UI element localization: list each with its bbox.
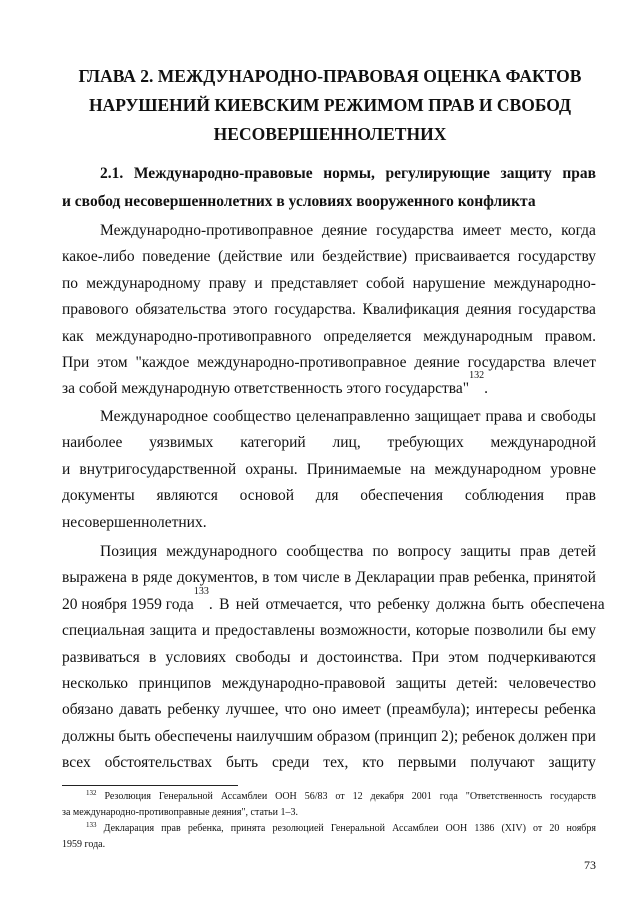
- word: и: [254, 274, 263, 292]
- word: детей: [559, 543, 596, 560]
- word: (преамбула);: [386, 701, 470, 719]
- text-line: [62, 350, 596, 376]
- word: правом.: [544, 327, 596, 345]
- word: Международное: [100, 408, 209, 425]
- word: сообщество: [213, 408, 292, 425]
- word: Международно-противоправное: [100, 222, 314, 239]
- chapter-title-line: НАРУШЕНИЙ КИЕВСКИМ РЕЖИМОМ ПРАВ И СВОБОД: [88, 95, 572, 115]
- word: человечество: [508, 675, 596, 693]
- word: ребенку: [167, 701, 220, 719]
- word: целенаправленно: [296, 408, 410, 425]
- text-line-content: . В ней отмечается, что ребенку должна быть обеспечена: [208, 595, 605, 613]
- word: на: [410, 460, 426, 478]
- word: Декларации: [355, 569, 435, 587]
- paragraph-1: [62, 218, 596, 403]
- word: бездействие): [322, 248, 408, 266]
- footnotes: [62, 789, 596, 853]
- word: охраны.: [245, 460, 298, 478]
- word: международного: [166, 543, 278, 560]
- footnote-number: 132: [86, 789, 97, 797]
- text-line-content: 20 ноября 1959 года: [62, 595, 194, 613]
- text-line: [62, 457, 596, 483]
- word: поведение: [142, 248, 211, 266]
- word: документов,: [176, 569, 258, 587]
- word: принятой: [533, 569, 596, 587]
- word: прав: [519, 543, 551, 560]
- word: защиту: [548, 754, 596, 772]
- text-line: [62, 244, 596, 270]
- word: развиваться: [62, 648, 140, 666]
- page-number: 73: [584, 858, 596, 872]
- word: какое-либо: [62, 248, 135, 266]
- word: требующих: [387, 434, 464, 452]
- word: подчеркиваются: [487, 648, 596, 666]
- word: правового: [62, 301, 129, 319]
- word: или: [290, 248, 315, 266]
- footnote-text: [86, 789, 596, 805]
- word: (действие: [218, 248, 283, 266]
- word: деяние: [414, 354, 460, 372]
- text-line-content: несовершеннолетних.: [62, 513, 207, 531]
- word: для: [315, 487, 339, 505]
- word: в: [148, 648, 157, 666]
- word: деяния: [465, 301, 512, 319]
- chapter-title-line: НЕСОВЕРШЕННОЛЕТНИХ: [213, 124, 447, 144]
- word: международно-противоправное: [197, 354, 407, 372]
- word: вопросу: [397, 543, 452, 560]
- footnote-separator: [62, 785, 238, 786]
- footnote-line: за международно-противоправные деяния", статьи 1–3.: [62, 807, 298, 818]
- word: международно-противоправного: [95, 327, 312, 345]
- word: международным: [423, 327, 533, 345]
- text-line: [62, 697, 596, 723]
- word: государства.: [274, 301, 356, 319]
- word: свободы: [235, 648, 291, 666]
- word: влечет: [553, 354, 596, 372]
- word: "каждое: [135, 354, 190, 372]
- word: деяние: [321, 222, 368, 239]
- word: государству: [517, 248, 596, 266]
- word: тех,: [323, 754, 349, 772]
- word: получают: [470, 754, 535, 772]
- word: собой: [365, 274, 405, 292]
- word: международно-: [493, 274, 596, 292]
- word: в: [131, 569, 139, 587]
- text-line: [62, 370, 596, 402]
- text-line: [62, 539, 596, 565]
- word: документы: [62, 487, 135, 505]
- word: когда: [561, 222, 596, 239]
- period: .: [484, 380, 488, 398]
- word: возможности,: [319, 622, 411, 640]
- word: наилучшим: [236, 727, 314, 745]
- word: как: [62, 327, 84, 345]
- word: несколько: [62, 675, 129, 693]
- word: этом: [97, 354, 128, 372]
- word: место,: [510, 222, 553, 239]
- word: права: [485, 408, 523, 425]
- text-line: [62, 645, 596, 671]
- word: том: [273, 569, 298, 587]
- text-line: [62, 271, 596, 297]
- section-title: [62, 160, 596, 216]
- word: этого: [232, 301, 268, 319]
- word: числе: [301, 569, 340, 587]
- footnote-133: [62, 821, 596, 837]
- word: лиц,: [332, 434, 361, 452]
- word: выражена: [62, 569, 127, 587]
- word: международной: [490, 434, 596, 452]
- text-line: [62, 297, 596, 323]
- word: международном: [434, 460, 542, 478]
- word: Квалификация: [362, 301, 460, 319]
- word: при: [571, 727, 596, 745]
- word: обязательства: [135, 301, 227, 319]
- chapter-title: [70, 62, 590, 149]
- word: защита: [149, 622, 197, 640]
- word: интересы: [475, 701, 539, 719]
- word: защищает: [414, 408, 481, 425]
- word: бы: [548, 622, 567, 640]
- word: и: [527, 408, 536, 425]
- text-line-content: за собой международную ответственность этого государства": [62, 380, 470, 398]
- word: ряде: [142, 569, 173, 587]
- footnote-ref-132[interactable]: 132: [469, 370, 485, 382]
- footnote-line: Декларация прав ребенка, принята резолюцией Генеральной Ассамблеи ООН 1386 (XIV) от 20 ноября: [103, 823, 596, 834]
- paragraph-2: [62, 404, 596, 536]
- text-line: [62, 671, 596, 697]
- word: Позиция: [100, 543, 158, 560]
- text-line: [62, 324, 596, 350]
- word: которые: [415, 622, 470, 640]
- word: основой: [239, 487, 294, 505]
- text-line: [62, 430, 596, 456]
- word: должен: [518, 727, 568, 745]
- word: государства: [376, 222, 454, 239]
- word: предоставлены: [214, 622, 315, 640]
- footnote-number: 133: [86, 821, 97, 829]
- word: категорий: [240, 434, 306, 452]
- word: свободы: [540, 408, 596, 425]
- word: оно: [312, 701, 337, 719]
- footnote-line: 1959 года.: [62, 839, 106, 850]
- word: уровне: [550, 460, 596, 478]
- word: При: [411, 648, 440, 666]
- text-line: [62, 750, 596, 776]
- word: в: [262, 569, 270, 587]
- word: обеспечения: [360, 487, 444, 505]
- footnote-text: [86, 821, 596, 837]
- word: представляет: [270, 274, 358, 292]
- word: присваивается: [414, 248, 511, 266]
- section-title-line: 2.1. Международно-правовые нормы, регулирующие защиту прав: [100, 165, 596, 182]
- word: ребенка: [544, 701, 596, 719]
- word: достоинства.: [317, 648, 403, 666]
- word: государства: [518, 301, 596, 319]
- word: кто: [362, 754, 384, 772]
- text-line: [62, 218, 596, 244]
- word: принципов: [138, 675, 212, 693]
- text-line: [62, 404, 596, 430]
- word: в: [343, 569, 352, 587]
- word: давать: [119, 701, 162, 719]
- word: 2);: [440, 727, 459, 745]
- word: прав: [565, 487, 596, 505]
- word: детей:: [456, 675, 498, 693]
- word: быть: [118, 727, 151, 745]
- word: Принимаемые: [306, 460, 402, 478]
- word: имеет: [462, 222, 502, 239]
- word: этом: [448, 648, 479, 666]
- word: что: [284, 701, 307, 719]
- text-line: [62, 483, 596, 509]
- word: определяется: [323, 327, 412, 345]
- word: специальная: [62, 622, 145, 640]
- footnote-line: Резолюция Генеральной Ассамблеи ООН 56/83 от 12 декабря 2001 года "Ответственность государств: [104, 791, 597, 802]
- word: по: [62, 274, 79, 292]
- word: наиболее: [62, 434, 123, 452]
- paragraph-3: [62, 539, 605, 777]
- word: государства: [467, 354, 546, 372]
- word: являются: [156, 487, 218, 505]
- chapter-title-line: ГЛАВА 2. МЕЖДУНАРОДНО-ПРАВОВАЯ ОЦЕНКА ФАКТОВ: [78, 66, 582, 86]
- section-title-line: и свобод несовершеннолетних в условиях вооруженного конфликта: [62, 193, 536, 210]
- text-line: [62, 585, 605, 618]
- word: защиты: [395, 675, 447, 693]
- word: и: [62, 460, 71, 478]
- footnote-133-cont: [62, 837, 596, 853]
- footnote-ref-133[interactable]: 133: [193, 585, 209, 597]
- word: среди: [271, 754, 310, 772]
- word: обеспечены: [154, 727, 233, 745]
- word: соблюдения: [464, 487, 544, 505]
- text-line: [62, 618, 596, 644]
- word: лучшее,: [225, 701, 279, 719]
- word: прав: [439, 569, 470, 587]
- word: ребенка,: [473, 569, 530, 587]
- word: ему: [571, 622, 596, 640]
- footnote-132-cont: [62, 805, 596, 821]
- word: ребенок: [462, 727, 515, 745]
- word: нарушение: [412, 274, 486, 292]
- text-line: [62, 510, 596, 536]
- word: и: [201, 622, 211, 640]
- word: образом: [316, 727, 371, 745]
- word: должны: [62, 727, 115, 745]
- footnote-132: [62, 789, 596, 805]
- word: быть: [225, 754, 259, 772]
- word: При: [62, 354, 90, 372]
- word: условиях: [165, 648, 227, 666]
- word: позволили: [474, 622, 544, 640]
- text-line: [62, 565, 596, 591]
- word: обстоятельствах: [104, 754, 213, 772]
- word: первыми: [397, 754, 457, 772]
- word: (принцип: [374, 727, 438, 745]
- word: по: [372, 543, 389, 560]
- word: международному: [86, 274, 201, 292]
- word: обязано: [62, 701, 114, 719]
- word: и: [299, 648, 309, 666]
- word: сообщества: [286, 543, 364, 560]
- text-line: [62, 724, 596, 750]
- footnote-first-line: [86, 789, 596, 805]
- word: уязвимых: [149, 434, 214, 452]
- word: праву: [208, 274, 247, 292]
- word: внутригосударственной: [79, 460, 237, 478]
- word: защиты: [460, 543, 511, 560]
- word: всех: [62, 754, 91, 772]
- word: имеет: [342, 701, 381, 719]
- word: международно-правовой: [221, 675, 386, 693]
